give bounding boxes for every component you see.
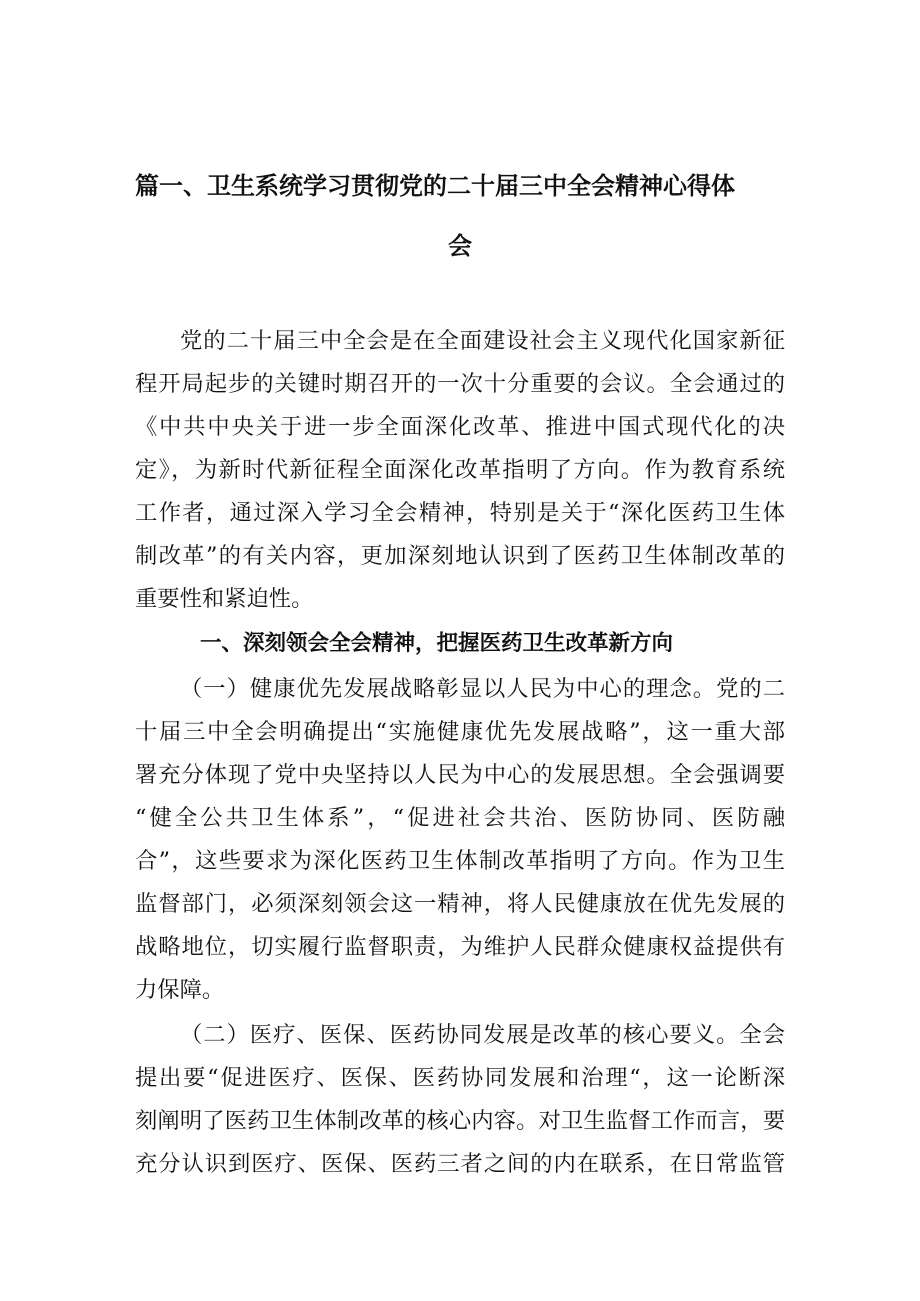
text-line: 监督部门，必须深刻领会这一精神，将人民健康放在优先发展的 xyxy=(135,891,785,917)
text-line: 充分认识到医疗、医保、医药三者之间的内在联系，在日常监管 xyxy=(135,1151,785,1177)
text-line: “健全公共卫生体系”，“促进社会共治、医防协同、医防融 xyxy=(135,805,785,831)
text-line: 党的二十届三中全会是在全面建设社会主义现代化国家新征 xyxy=(180,328,785,354)
text-line: 《中共中央关于进一步全面深化改革、推进中国式现代化的决 xyxy=(135,414,785,440)
document-title-line-1: 篇一、卫生系统学习贯彻党的二十届三中全会精神心得体 xyxy=(135,172,735,200)
text-line: 提出要“促进医疗、医保、医药协同发展和治理“，这一论断深 xyxy=(135,1065,785,1091)
text-line: （二）医疗、医保、医药协同发展是改革的核心要义。全会 xyxy=(180,1022,785,1048)
text-line: （一）健康优先发展战略彰显以人民为中心的理念。党的二 xyxy=(180,676,785,702)
text-line: 工作者，通过深入学习全会精神，特别是关于“深化医药卫生体 xyxy=(135,500,785,526)
document-title-line-2: 会 xyxy=(448,232,472,260)
text-line: 刻阐明了医药卫生体制改革的核心内容。对卫生监督工作而言，要 xyxy=(135,1108,785,1134)
text-line: 署充分体现了党中央坚持以人民为中心的发展思想。全会强调要 xyxy=(135,762,785,788)
text-line: 战略地位，切实履行监督职责，为维护人民群众健康权益提供有 xyxy=(135,934,785,960)
text-line: 定》，为新时代新征程全面深化改革指明了方向。作为教育系统 xyxy=(135,457,785,483)
section-heading: 一、深刻领会全会精神，把握医药卫生改革新方向 xyxy=(200,631,674,656)
text-line: 十届三中全会明确提出“实施健康优先发展战略”，这一重大部 xyxy=(135,719,785,745)
text-line: 力保障。 xyxy=(135,977,225,1003)
text-line: 合”，这些要求为深化医药卫生体制改革指明了方向。作为卫生 xyxy=(135,848,785,874)
text-line: 重要性和紧迫性。 xyxy=(135,586,314,612)
text-line: 程开局起步的关键时期召开的一次十分重要的会议。全会通过的 xyxy=(135,371,785,397)
text-line: 制改革”的有关内容，更加深刻地认识到了医药卫生体制改革的 xyxy=(135,543,785,569)
